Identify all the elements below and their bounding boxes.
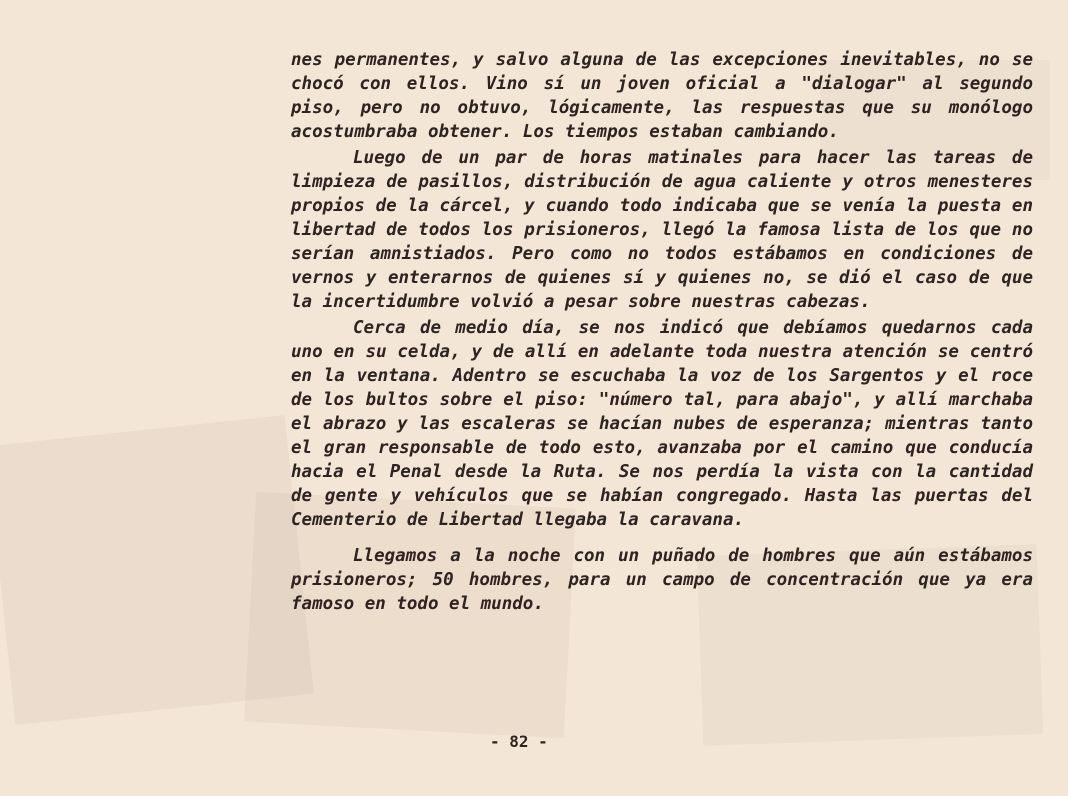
paragraph: Llegamos a la noche con un puñado de hombres que aún estábamos prisioneros; 50 hombres, para un campo de concentración que ya era famoso en todo el mundo. — [291, 546, 1033, 614]
page-number: - 82 - — [490, 732, 548, 751]
paragraph: nes permanentes, y salvo alguna de las excepciones inevitables, no se chocó con ellos. Vino sí un joven oficial a "dialogar" al segundo piso, pero no obtuvo, lógicamente, las respuestas que su monólogo acostumbraba obtener. Los tiempos estaban cambiando. — [291, 50, 1033, 142]
paragraph: Luego de un par de horas matinales para hacer las tareas de limpieza de pasillos, distribución de agua caliente y otros menesteres propios de la cárcel, y cuando todo indicaba que se venía la puesta en libertad de todos los prisioneros, llegó la famosa lista de los que no serían amnistiados. Pero como no todos estábamos en condiciones de vernos y enterarnos de quienes sí y quienes no, se dió el caso de que la incertidumbre volvió a pesar sobre nuestras cabezas. — [291, 148, 1033, 312]
page-body — [291, 48, 1033, 616]
paragraph: Cerca de medio día, se nos indicó que debíamos quedarnos cada uno en su celda, y de allí en adelante toda nuestra atención se centró en la ventana. Adentro se escuchaba la voz de los Sargentos y el roce de los bultos sobre el piso: "número tal, para abajo", y allí marchaba el abrazo y las escaleras se hacían nubes de esperanza; mientras tanto el gran responsable de todo esto, avanzaba por el camino que conducía hacia el Penal desde la Ruta. Se nos perdía la vista con la cantidad de gente y vehículos que se habían congregado. Hasta las puertas del Cementerio de Libertad llegaba la caravana. — [291, 318, 1033, 530]
